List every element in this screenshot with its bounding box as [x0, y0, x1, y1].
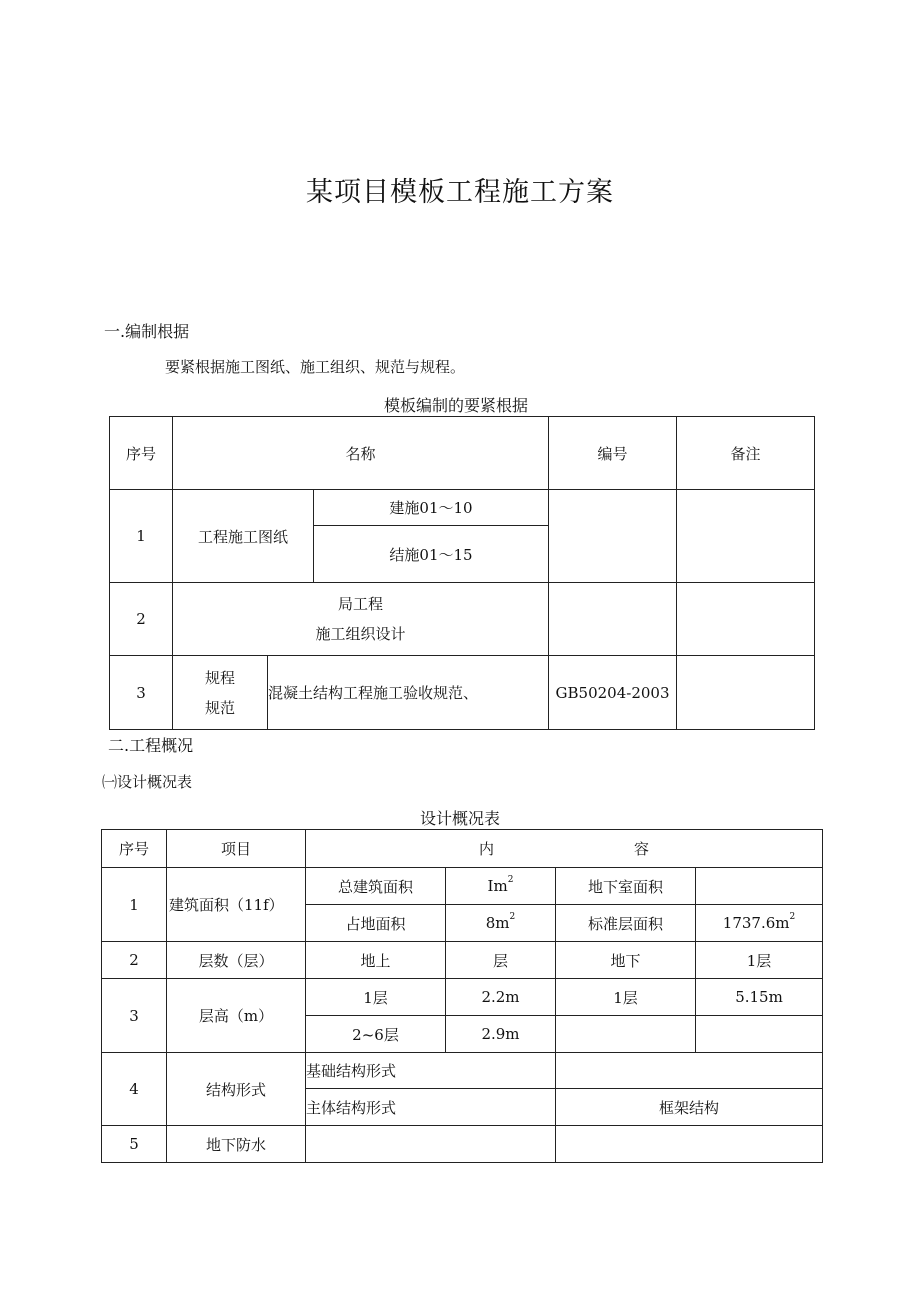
header-content-b: 容 — [634, 840, 650, 858]
basis-paragraph: 要紧根据施工图纸、施工组织、规范与规程。 — [165, 358, 466, 376]
table-cell — [446, 905, 556, 942]
section-heading-overview: 二.工程概况 — [108, 736, 194, 755]
table-cell: 标准层面积 — [556, 905, 696, 942]
table-cell: 建筑面积（11f） — [167, 868, 306, 942]
table-cell: 1 — [102, 868, 167, 942]
superscript: 2 — [509, 912, 516, 922]
table-cell: 5 — [102, 1126, 167, 1163]
section-heading-basis: 一.编制根据 — [104, 322, 190, 341]
basis-table-caption: 模板编制的要紧根据 — [383, 396, 528, 415]
cell-line: 规范 — [204, 698, 235, 717]
table-cell: 占地面积 — [306, 905, 446, 942]
table-cell: 主体结构形式 — [306, 1089, 556, 1126]
table-cell: 4 — [102, 1053, 167, 1126]
design-table-caption: 设计概况表 — [419, 809, 500, 828]
table-cell: 3 — [102, 979, 167, 1053]
table-cell: 2.2m — [446, 979, 556, 1016]
table-row — [110, 583, 815, 656]
document-title: 某项目模板工程施工方案 — [306, 177, 614, 208]
header-cell: 名称 — [173, 417, 549, 490]
table-cell: 2.9m — [446, 1016, 556, 1053]
table-row — [102, 979, 823, 1016]
table-cell: 结构形式 — [167, 1053, 306, 1126]
table-row — [110, 490, 815, 526]
table-cell — [306, 1126, 556, 1163]
table-cell: 地下室面积 — [556, 868, 696, 905]
table-cell: 层 — [446, 942, 556, 979]
design-table — [101, 829, 823, 1163]
table-cell — [677, 583, 815, 656]
table-cell: 基础结构形式 — [306, 1053, 556, 1089]
table-cell: 3 — [110, 656, 173, 730]
table-cell: 框架结构 — [556, 1089, 823, 1126]
table-cell: 地上 — [306, 942, 446, 979]
table-row — [102, 1053, 823, 1089]
header-cell: 序号 — [110, 417, 173, 490]
cell-value: 1737.6m — [722, 914, 790, 932]
header-cell: 项目 — [167, 830, 306, 868]
table-cell — [549, 583, 677, 656]
table-cell — [173, 583, 549, 656]
table-cell — [549, 490, 677, 583]
table-cell: 5.15m — [696, 979, 823, 1016]
table-row — [102, 1126, 823, 1163]
cell-line: 局工程 — [338, 595, 384, 613]
table-cell: 2 — [110, 583, 173, 656]
superscript: 2 — [507, 875, 514, 885]
table-cell: 层高（m） — [167, 979, 306, 1053]
table-cell — [556, 1126, 823, 1163]
superscript: 2 — [789, 912, 796, 922]
table-cell: GB50204-2003 — [549, 656, 677, 730]
table-cell: 1 — [110, 490, 173, 583]
cell-value: 8m — [485, 914, 510, 932]
basis-table — [109, 416, 815, 730]
cell-line: 施工组织设计 — [315, 625, 406, 643]
table-cell: 1层 — [556, 979, 696, 1016]
header-content-a: 内 — [479, 840, 495, 858]
table-cell — [173, 656, 268, 730]
table-cell: 地下 — [556, 942, 696, 979]
table-cell: 工程施工图纸 — [173, 490, 314, 583]
table-header-row — [110, 417, 815, 490]
table-cell: 总建筑面积 — [306, 868, 446, 905]
header-cell — [306, 830, 823, 868]
table-cell — [556, 1053, 823, 1089]
header-cell: 备注 — [677, 417, 815, 490]
table-cell: 1层 — [696, 942, 823, 979]
table-cell — [446, 868, 556, 905]
table-row — [110, 656, 815, 730]
sub-heading-design: ㈠设计概况表 — [102, 773, 193, 791]
table-cell: 2~6层 — [306, 1016, 446, 1053]
table-header-row — [102, 830, 823, 868]
cell-value: Im — [487, 877, 508, 895]
table-cell: 混凝土结构工程施工验收规范、 — [268, 656, 549, 730]
cell-line: 规程 — [204, 668, 235, 687]
table-cell: 2 — [102, 942, 167, 979]
header-cell: 编号 — [549, 417, 677, 490]
table-row — [102, 942, 823, 979]
header-cell: 序号 — [102, 830, 167, 868]
table-cell — [696, 1016, 823, 1053]
table-cell — [696, 905, 823, 942]
table-cell — [556, 1016, 696, 1053]
table-cell — [696, 868, 823, 905]
table-cell — [677, 656, 815, 730]
table-cell: 建施01～10 — [314, 490, 549, 526]
table-cell: 层数（层） — [167, 942, 306, 979]
table-cell: 结施01～15 — [314, 526, 549, 583]
table-row — [102, 868, 823, 905]
table-cell: 1层 — [306, 979, 446, 1016]
table-cell — [677, 490, 815, 583]
table-cell: 地下防水 — [167, 1126, 306, 1163]
